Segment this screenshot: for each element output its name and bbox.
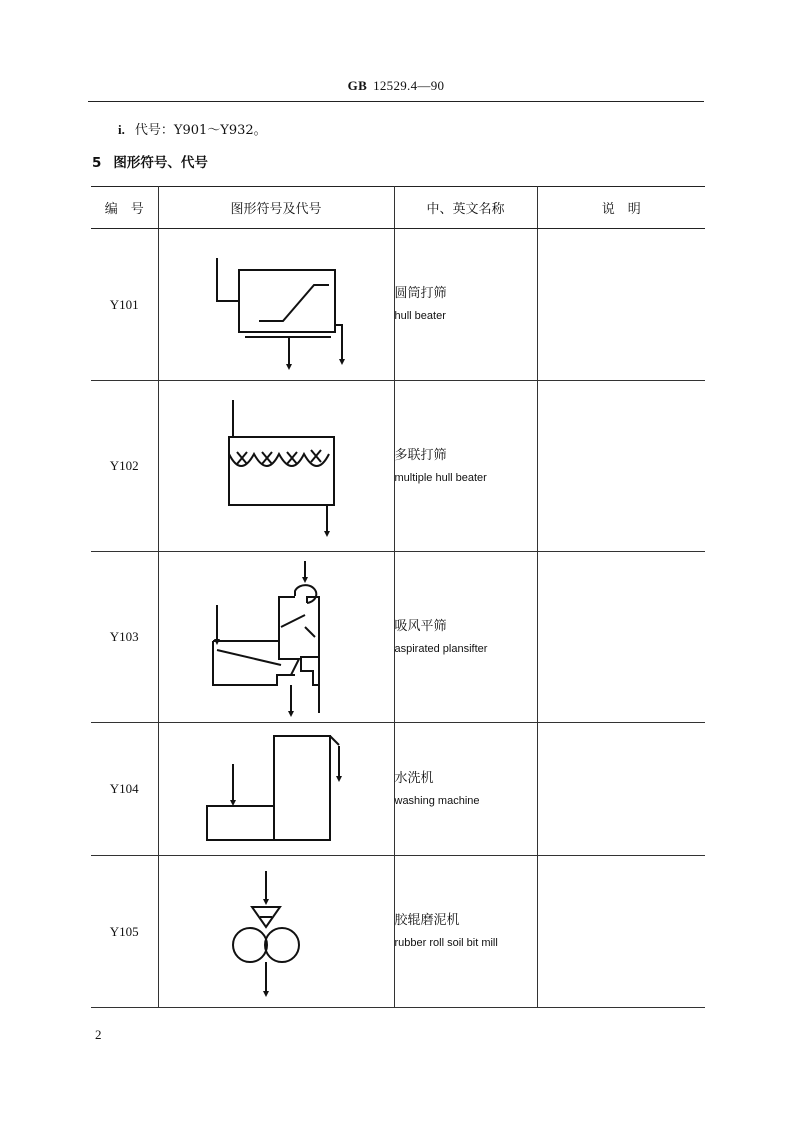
symbol-cell	[158, 229, 394, 381]
symbol-name-cell	[394, 229, 537, 381]
table-row	[91, 552, 705, 723]
symbol-code: Y101	[91, 229, 158, 381]
list-item-label: i.	[118, 122, 125, 137]
table-row	[91, 856, 705, 1008]
section-heading	[92, 151, 208, 171]
name-english: aspirated plansifter	[394, 642, 488, 655]
aspirated-plansifter-symbol-icon	[159, 553, 395, 722]
name-chinese: 水洗机	[394, 770, 434, 786]
column-header-name: 中、英文名称	[394, 187, 537, 229]
section-title: 图形符号、代号	[113, 155, 208, 171]
symbol-cell	[158, 552, 394, 723]
header-rule	[88, 101, 704, 102]
column-header-symbol: 图形符号及代号	[158, 187, 394, 229]
name-chinese: 圆筒打筛	[394, 286, 447, 301]
name-chinese: 胶辊磨泥机	[394, 913, 460, 928]
note-cell	[537, 552, 705, 723]
page-number: 2	[95, 1027, 102, 1042]
symbol-name-cell	[394, 381, 537, 552]
symbol-code: Y103	[91, 552, 158, 723]
standard-number: 12529.4—90	[373, 78, 445, 93]
column-header-note: 说 明	[537, 187, 705, 229]
column-header-code: 编 号	[91, 187, 158, 229]
symbol-name-cell	[394, 856, 537, 1008]
note-cell	[537, 229, 705, 381]
symbol-name-cell	[394, 723, 537, 856]
symbol-cell	[158, 381, 394, 552]
section-number: 5	[92, 155, 102, 171]
symbol-table	[91, 186, 705, 1008]
note-cell	[537, 856, 705, 1008]
symbol-code: Y102	[91, 381, 158, 552]
name-english: multiple hull beater	[394, 471, 487, 484]
symbol-cell	[158, 723, 394, 856]
washing-machine-symbol-icon	[159, 724, 395, 855]
symbol-cell	[158, 856, 394, 1008]
name-english: rubber roll soil bit mill	[394, 937, 498, 949]
name-chinese: 吸风平筛	[394, 618, 447, 634]
table-row	[91, 723, 705, 856]
page-header	[88, 78, 704, 94]
rubber-roll-soil-bit-mill-symbol-icon	[159, 857, 395, 1007]
standard-prefix: GB	[347, 78, 368, 93]
name-english: hull beater	[394, 310, 446, 322]
symbol-code: Y105	[91, 856, 158, 1008]
symbol-code: Y104	[91, 723, 158, 856]
symbol-name-cell	[394, 552, 537, 723]
name-chinese: 多联打筛	[394, 447, 447, 463]
note-cell	[537, 723, 705, 856]
hull-beater-symbol-icon	[159, 230, 395, 380]
name-english: washing machine	[394, 794, 480, 807]
multiple-hull-beater-symbol-icon	[159, 382, 395, 551]
note-cell	[537, 381, 705, 552]
list-item-i	[118, 119, 267, 138]
table-row	[91, 229, 705, 381]
table-row	[91, 381, 705, 552]
table-header-row	[91, 187, 705, 229]
list-item-text: 代号：Y901～Y932。	[134, 123, 267, 138]
